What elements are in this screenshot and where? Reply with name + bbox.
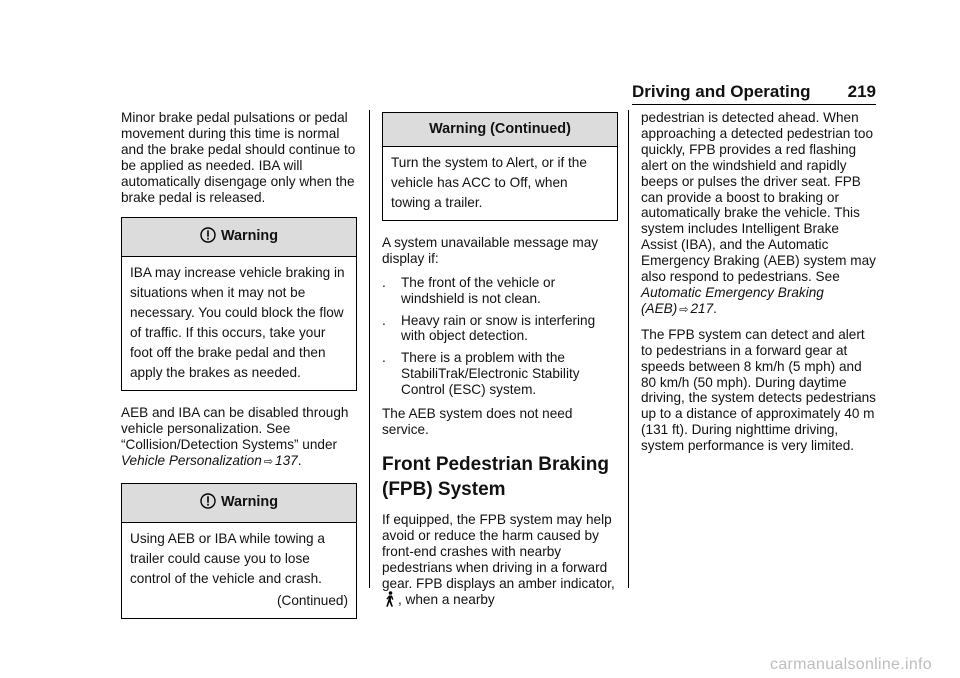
- period: .: [713, 300, 717, 316]
- list-item: [382, 313, 618, 345]
- watermark: carmanualsonline.info: [770, 656, 932, 673]
- section-title: Driving and Operating: [632, 82, 811, 101]
- paragraph-text: pedestrian is detected ahead. When approaching a detected pedestrian too quickly, FPB provides a red flashing alert on the windshield and rapidly beeps or pulses the driver seat. FPB can provide a boost to braking or automatically brake the vehicle. This system includes Intelligent Brake Assist (IBA), and the Automatic Emergency Braking (AEB) system may also respond to pedestrians. See: [641, 110, 876, 285]
- page-ref-arrow-icon: ⇨: [679, 303, 689, 316]
- warning-header: Warning (Continued): [383, 113, 617, 147]
- unavailable-paragraph: A system unavailable message may display if:: [382, 234, 599, 266]
- column-3: [641, 110, 877, 462]
- column-1: [121, 110, 357, 633]
- warning-box: [121, 217, 357, 391]
- page-number: 219: [847, 82, 876, 101]
- column-divider: [369, 110, 370, 588]
- fpb-paragraph: [382, 512, 618, 611]
- column-2: [382, 110, 618, 619]
- page-ref[interactable]: 217: [690, 300, 714, 316]
- paragraph-text: If equipped, the FPB system may help avoid or reduce the harm caused by front-end crashes with nearby pedestrians when driving in a forward gear. FPB displays an amber indicator,: [382, 511, 615, 591]
- list-item: [382, 350, 618, 398]
- page-ref-arrow-icon: ⇨: [263, 456, 274, 469]
- paragraph-text: AEB and IBA can be disabled through vehicle personalization. See “Collision/Detection Systems” under: [121, 405, 349, 453]
- list-item: [382, 275, 618, 307]
- bullet: .: [382, 350, 386, 366]
- fpb-continued-paragraph: [641, 110, 877, 319]
- bullet: .: [382, 312, 386, 328]
- warning-header: [122, 218, 356, 257]
- condition-list: [382, 275, 618, 398]
- page-ref[interactable]: 137: [275, 453, 298, 469]
- list-item-text: There is a problem with the StabiliTrak/Electronic Stability Control (ESC) system.: [401, 350, 580, 398]
- cross-reference-link[interactable]: Vehicle Personalization: [121, 453, 262, 469]
- warning-triangle-icon: [200, 227, 216, 248]
- cross-reference-link[interactable]: Automatic Emergency Braking (AEB): [641, 284, 824, 316]
- pedestrian-icon: [384, 591, 396, 611]
- warning-body: Turn the system to Alert, or if the vehicle has ACC to Off, when towing a trailer.: [391, 154, 587, 210]
- header-rule: [632, 104, 876, 105]
- warning-continued-box: [382, 112, 618, 221]
- warning-box: [121, 483, 357, 619]
- warning-title: Warning: [220, 493, 279, 510]
- column-divider: [628, 110, 629, 588]
- no-service-paragraph: The AEB system does not need service.: [382, 406, 573, 437]
- warning-body: IBA may increase vehicle braking in situations when it may not be necessary. You could block the flow of traffic. If this occurs, take your foot off the brake pedal and then apply the brakes as needed.: [130, 265, 345, 381]
- list-item-text: The front of the vehicle or windshield is not clean.: [401, 274, 556, 306]
- warning-header: [122, 484, 356, 523]
- section-heading: Front Pedestrian Braking (FPB) System: [382, 453, 609, 500]
- list-item-text: Heavy rain or snow is interfering with object detection.: [401, 312, 596, 344]
- detection-paragraph: The FPB system can detect and alert to pedestrians in a forward gear at speeds between 8 km/h (5 mph) and 80 km/h (50 mph). During daytime driving, the system detects pedestrians up to a distance of approximately 40 m (131 ft). During nighttime driving, system performance is very limited.: [641, 326, 876, 454]
- warning-body: [122, 523, 356, 618]
- personalization-paragraph: [121, 405, 357, 471]
- warning-text: Using AEB or IBA while towing a trailer could cause you to lose control of the vehicle and crash.: [130, 530, 325, 586]
- continued-label: (Continued): [276, 592, 348, 608]
- warning-triangle-icon: [200, 493, 216, 514]
- intro-paragraph: Minor brake pedal pulsations or pedal movement during this time is normal and the brake pedal should continue to be applied as needed. IBA will automatically disengage only when the brake pedal is released.: [121, 110, 356, 205]
- period: .: [297, 453, 302, 469]
- bullet: .: [382, 274, 386, 290]
- paragraph-text: , when a nearby: [398, 592, 495, 608]
- page-header: [632, 82, 876, 104]
- warning-title: Warning: [220, 228, 279, 245]
